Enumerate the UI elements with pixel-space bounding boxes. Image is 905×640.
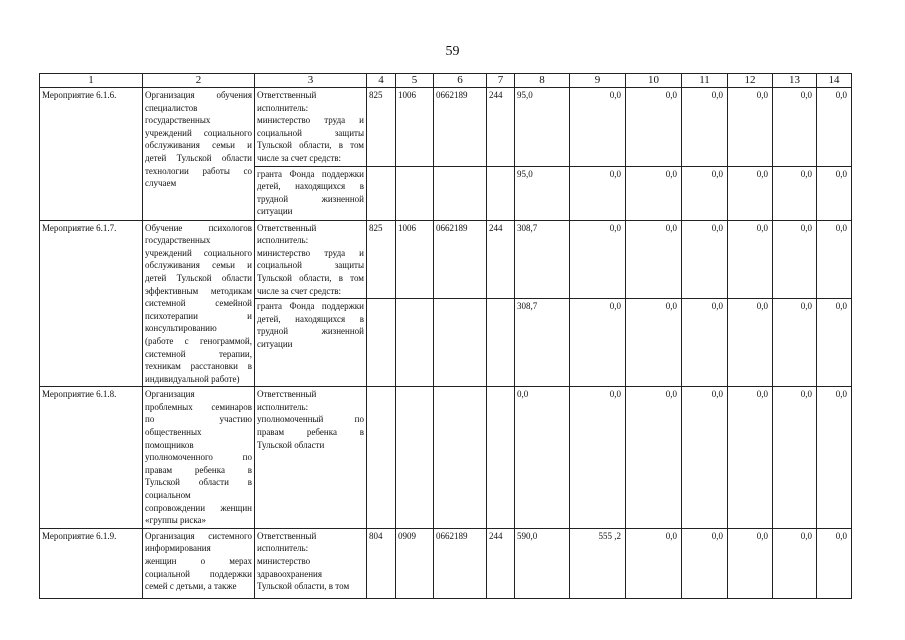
amount-c12: 0,0 [728,88,773,167]
code-c7: 244 [487,220,515,299]
executor-line: трудной жизненной [257,326,364,337]
amount-c8: 308,7 [515,299,570,387]
executor [255,88,367,167]
code-c5 [396,299,434,387]
header-cell-11: 11 [682,74,728,88]
executor-line: исполнитель: [257,235,309,246]
code-c4: 804 [367,528,396,598]
code-c5 [396,166,434,220]
executor [255,528,367,598]
measure-label: Мероприятие 6.1.9. [40,528,143,598]
amount-c8: 95,0 [515,166,570,220]
amount-c12: 0,0 [728,387,773,529]
measure-description-line: Тульской области в [145,477,252,488]
measure-description-line: сопровождении женщин [145,502,252,513]
measure-description-line: помощников [145,439,194,450]
code-c6 [434,166,487,220]
amount-c10: 0,0 [626,387,682,529]
code-c4 [367,387,396,529]
amount-c12: 0,0 [728,528,773,598]
executor-line: Тульской области, в том [257,581,350,592]
measure-description-line: технологии работы со [145,165,252,176]
executor-line: Тульской области, в том [257,140,364,151]
executor [255,299,367,387]
executor-line: гранта Фонда поддержки [257,168,364,179]
header-cell-6: 6 [434,74,487,88]
measure-description-line: Организация системного [145,530,252,541]
header-cell-10: 10 [626,74,682,88]
executor-line: исполнитель: [257,543,309,554]
amount-c11: 0,0 [682,528,728,598]
amount-c14: 0,0 [817,299,852,387]
executor-line: числе за счет средств: [257,152,342,163]
header-cell-1: 1 [40,74,143,88]
amount-c13: 0,0 [773,220,817,299]
measure-description-line: Обучение психологов [145,222,252,233]
header-cell-3: 3 [255,74,367,88]
measure-label: Мероприятие 6.1.6. [40,88,143,221]
measure-description-line: социальной поддержки [145,568,252,579]
amount-c9: 555 ,2 [570,528,626,598]
executor-line: Ответственный [257,222,317,233]
code-c6: 0662189 [434,528,487,598]
executor-line: числе за счет средств: [257,285,342,296]
executor-line: правам ребенка в [257,427,364,438]
executor-line: детей, находящихся в [257,181,364,192]
measure-description-line: эффективным методикам [145,285,252,296]
executor-line: здравоохранения [257,568,323,579]
code-c7 [487,299,515,387]
amount-c13: 0,0 [773,387,817,529]
measure-description-line: женщин о мерах [145,556,252,566]
measure-description-line: правам ребенка в [145,464,252,475]
amount-c10: 0,0 [626,220,682,299]
code-c6: 0662189 [434,88,487,167]
executor-line: Ответственный [257,90,317,100]
measure-description-line: социальном [145,490,191,501]
table-row [40,528,852,598]
measure-description-line: индивидуальной работе) [145,373,240,384]
measure-description [143,220,255,387]
executor-line: Ответственный [257,389,317,400]
amount-c12: 0,0 [728,220,773,299]
amount-c9: 0,0 [570,387,626,529]
budget-table [39,73,852,599]
executor-line: социальной защиты [257,127,364,138]
executor-line: ситуации [257,338,293,349]
measure-description-line: техникам расстановки в [145,361,252,372]
executor [255,166,367,220]
measure-description-line: Организация обучения [145,90,252,100]
amount-c10: 0,0 [626,88,682,167]
measure-description-line: детей Тульской области [145,272,252,283]
measure-description-line: общественных [145,427,202,438]
measure-description-line: специалистов [145,102,198,113]
amount-c13: 0,0 [773,166,817,220]
header-cell-7: 7 [487,74,515,88]
executor-line: Ответственный [257,530,317,541]
measure-description-line: государственных [145,235,211,246]
amount-c10: 0,0 [626,299,682,387]
executor-line: ситуации [257,206,293,217]
amount-c9: 0,0 [570,88,626,167]
measure-description-line: обслуживания семьи и [145,140,252,151]
amount-c13: 0,0 [773,528,817,598]
code-c7: 244 [487,528,515,598]
table-row [40,387,852,529]
amount-c13: 0,0 [773,88,817,167]
amount-c12: 0,0 [728,166,773,220]
table-row [40,88,852,167]
amount-c11: 0,0 [682,387,728,529]
measure-description-line: случаем [145,178,177,189]
executor-line: трудной жизненной [257,193,364,204]
amount-c13: 0,0 [773,299,817,387]
amount-c8: 95,0 [515,88,570,167]
code-c5: 0909 [396,528,434,598]
executor-line: детей, находящихся в [257,313,364,324]
amount-c8: 308,7 [515,220,570,299]
header-cell-4: 4 [367,74,396,88]
measure-description-line: учреждений социального [145,247,252,258]
amount-c10: 0,0 [626,528,682,598]
measure-description-line: проблемных семинаров [145,401,252,412]
amount-c11: 0,0 [682,299,728,387]
amount-c10: 0,0 [626,166,682,220]
measure-description-line: «группы риска» [145,515,207,526]
measure-description-line: учреждений социального [145,127,252,138]
executor-line: исполнитель: [257,401,309,412]
executor [255,387,367,529]
measure-description-line: системной семейной [145,298,252,309]
measure-description-line: информирования [145,543,211,554]
measure-description-line: государственных [145,115,211,126]
code-c7 [487,166,515,220]
measure-description-line: уполномоченного по [145,452,252,463]
executor-line: социальной защиты [257,260,364,271]
header-cell-2: 2 [143,74,255,88]
amount-c11: 0,0 [682,166,728,220]
amount-c9: 0,0 [570,299,626,387]
executor-line: министерство труда и [257,247,364,258]
executor-line: уполномоченный по [257,414,364,425]
measure-description-line: семей с детьми, а также [145,581,237,592]
executor-line: министерство труда и [257,115,364,126]
header-cell-12: 12 [728,74,773,88]
amount-c14: 0,0 [817,528,852,598]
executor [255,220,367,299]
measure-label: Мероприятие 6.1.8. [40,387,143,529]
code-c4: 825 [367,88,396,167]
header-cell-14: 14 [817,74,852,88]
measure-description-line: (работе с генограммой, [145,335,252,346]
code-c7 [487,387,515,529]
code-c5: 1006 [396,88,434,167]
measure-description [143,88,255,221]
amount-c12: 0,0 [728,299,773,387]
code-c6 [434,387,487,529]
code-c4 [367,166,396,220]
code-c6 [434,299,487,387]
amount-c9: 0,0 [570,166,626,220]
amount-c8: 590,0 [515,528,570,598]
executor-line: Тульской области, в том [257,272,364,283]
amount-c11: 0,0 [682,88,728,167]
measure-description [143,387,255,529]
amount-c14: 0,0 [817,220,852,299]
measure-description-line: системной терапии, [145,348,252,359]
executor-line: министерство [257,556,311,566]
table-row [40,220,852,299]
code-c6: 0662189 [434,220,487,299]
measure-description [143,528,255,598]
code-c5 [396,387,434,529]
measure-description-line: обслуживания семьи и [145,260,252,271]
amount-c9: 0,0 [570,220,626,299]
measure-description-line: Организация [145,389,195,400]
header-row [40,74,852,88]
amount-c14: 0,0 [817,166,852,220]
amount-c14: 0,0 [817,88,852,167]
code-c4: 825 [367,220,396,299]
measure-description-line: детей Тульской области [145,152,252,163]
header-cell-13: 13 [773,74,817,88]
header-cell-9: 9 [570,74,626,88]
measure-description-line: по участию [145,414,252,425]
measure-label: Мероприятие 6.1.7. [40,220,143,387]
measure-description-line: консультированию [145,323,217,334]
code-c4 [367,299,396,387]
code-c5: 1006 [396,220,434,299]
header-cell-5: 5 [396,74,434,88]
amount-c11: 0,0 [682,220,728,299]
executor-line: исполнитель: [257,102,309,113]
header-cell-8: 8 [515,74,570,88]
amount-c8: 0,0 [515,387,570,529]
page-number: 59 [445,44,460,59]
code-c7: 244 [487,88,515,167]
executor-line: гранта Фонда поддержки [257,301,364,312]
measure-description-line: психотерапии и [145,310,252,321]
executor-line: Тульской области [257,439,325,450]
amount-c14: 0,0 [817,387,852,529]
